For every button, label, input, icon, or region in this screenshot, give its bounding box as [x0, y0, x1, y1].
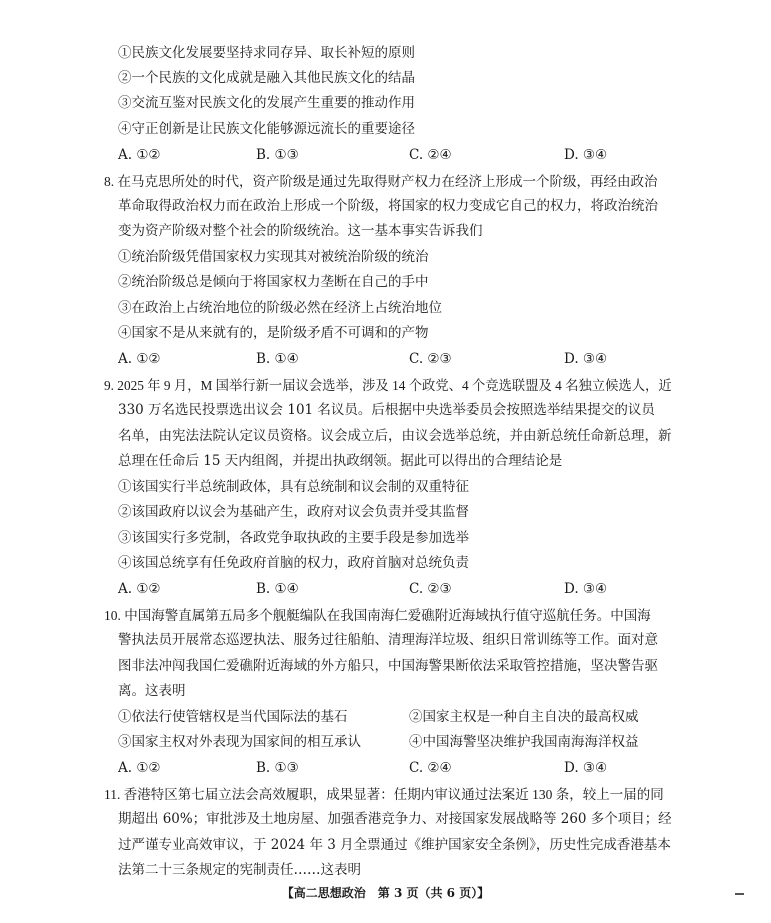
option-b: B. ①③: [256, 760, 299, 776]
option-a: A. ①②: [118, 760, 161, 776]
question-stem: 总理在任命后 15 天内组阁，并提出执政纲领。据此可以得出的合理结论是: [118, 453, 563, 469]
option-c: C. ②③: [409, 351, 452, 367]
question-stem: 10. 中国海警直属第五局多个舰艇编队在我国南海仁爱礁附近海域执行值守巡航任务。中国海: [104, 608, 651, 623]
statement: ①民族文化发展要坚持求同存异、取长补短的原则: [118, 45, 415, 61]
question-stem: 期超出 60%；审批涉及土地房屋、加强香港竞争力、对接国家发展战略等 260 多个项目；经: [118, 811, 672, 827]
option-d: D. ③④: [564, 760, 608, 776]
statement: ④国家不是从来就有的，是阶级矛盾不可调和的产物: [118, 325, 429, 341]
question-stem: 法第二十三条规定的宪制责任……这表明: [118, 862, 361, 878]
question-stem: 9. 2025 年 9 月，M 国举行新一届议会选举，涉及 14 个政党、4 个竞选联盟及 4 名独立候选人，近: [104, 378, 672, 393]
question-stem: 革命取得政治权力而在政治上形成一个阶级，将国家的权力变成它自己的权力，将政治统治: [118, 198, 658, 214]
statement: ②该国政府以议会为基础产生，政府对议会负责并受其监督: [118, 504, 469, 520]
statement: ②一个民族的文化成就是融入其他民族文化的结晶: [118, 70, 415, 86]
question-stem: 图非法冲闯我国仁爱礁附近海域的外方船只，中国海警果断依法采取管控措施，坚决警告驱: [118, 658, 658, 674]
statement: ①统治阶级凭借国家权力实现其对被统治阶级的统治: [118, 249, 429, 265]
question-stem: 330 万名选民投票选出议会 101 名议员。后根据中央选举委员会按照选举结果提交的议员: [118, 402, 655, 418]
option-d: D. ③④: [564, 351, 608, 367]
statement: ③在政治上占统治地位的阶级必然在经济上占统治地位: [118, 300, 442, 316]
statement: ④守正创新是让民族文化能够源远流长的重要途径: [118, 121, 415, 137]
option-d: D. ③④: [564, 147, 608, 163]
question-stem: 警执法员开展常态巡逻执法、服务过往船舶、清理海洋垃圾、组织日常训练等工作。面对意: [118, 632, 658, 648]
option-b: B. ①③: [256, 147, 299, 163]
question-stem: 变为资产阶级对整个社会的阶级统治。这一基本事实告诉我们: [118, 223, 483, 239]
statement: ④该国总统享有任免政府首脑的权力，政府首脑对总统负责: [118, 555, 469, 571]
option-a: A. ①②: [118, 147, 161, 163]
option-c: C. ②③: [409, 581, 452, 597]
question-stem: 过严谨专业高效审议，于 2024 年 3 月全票通过《维护国家安全条例》，历史性完成香港基本: [118, 837, 671, 853]
statement: ④中国海警坚决维护我国南海海洋权益: [409, 734, 639, 750]
option-b: B. ①④: [256, 581, 299, 597]
statement: ②统治阶级总是倾向于将国家权力垄断在自己的手中: [118, 274, 429, 290]
corner-mark: [735, 893, 744, 895]
option-c: C. ②④: [409, 760, 452, 776]
option-a: A. ①②: [118, 581, 161, 597]
statement: ①依法行使管辖权是当代国际法的基石: [118, 709, 348, 725]
statement: ③该国实行多党制，各政党争取执政的主要手段是参加选举: [118, 530, 469, 546]
statement: ③国家主权对外表现为国家间的相互承认: [118, 734, 361, 750]
question-stem: 离。这表明: [118, 683, 186, 699]
option-d: D. ③④: [564, 581, 608, 597]
option-a: A. ①②: [118, 351, 161, 367]
statement: ②国家主权是一种自主自决的最高权威: [409, 709, 639, 725]
question-stem: 8. 在马克思所处的时代，资产阶级是通过先取得财产权力在经济上形成一个阶级，再经由政治: [104, 174, 658, 189]
option-b: B. ①④: [256, 351, 299, 367]
page-footer: 【高二思想政治 第 3 页（共 6 页）】: [281, 886, 490, 900]
question-stem: 名单，由宪法法院认定议员资格。议会成立后，由议会选举总统，并由新总统任命新总理，新: [118, 428, 672, 444]
question-stem: 11. 香港特区第七届立法会高效履职，成果显著：任期内审议通过法案近 130 条，较上一届的同: [104, 787, 664, 802]
option-c: C. ②④: [409, 147, 452, 163]
statement: ③交流互鉴对民族文化的发展产生重要的推动作用: [118, 95, 415, 111]
statement: ①该国实行半总统制政体，具有总统制和议会制的双重特征: [118, 479, 469, 495]
